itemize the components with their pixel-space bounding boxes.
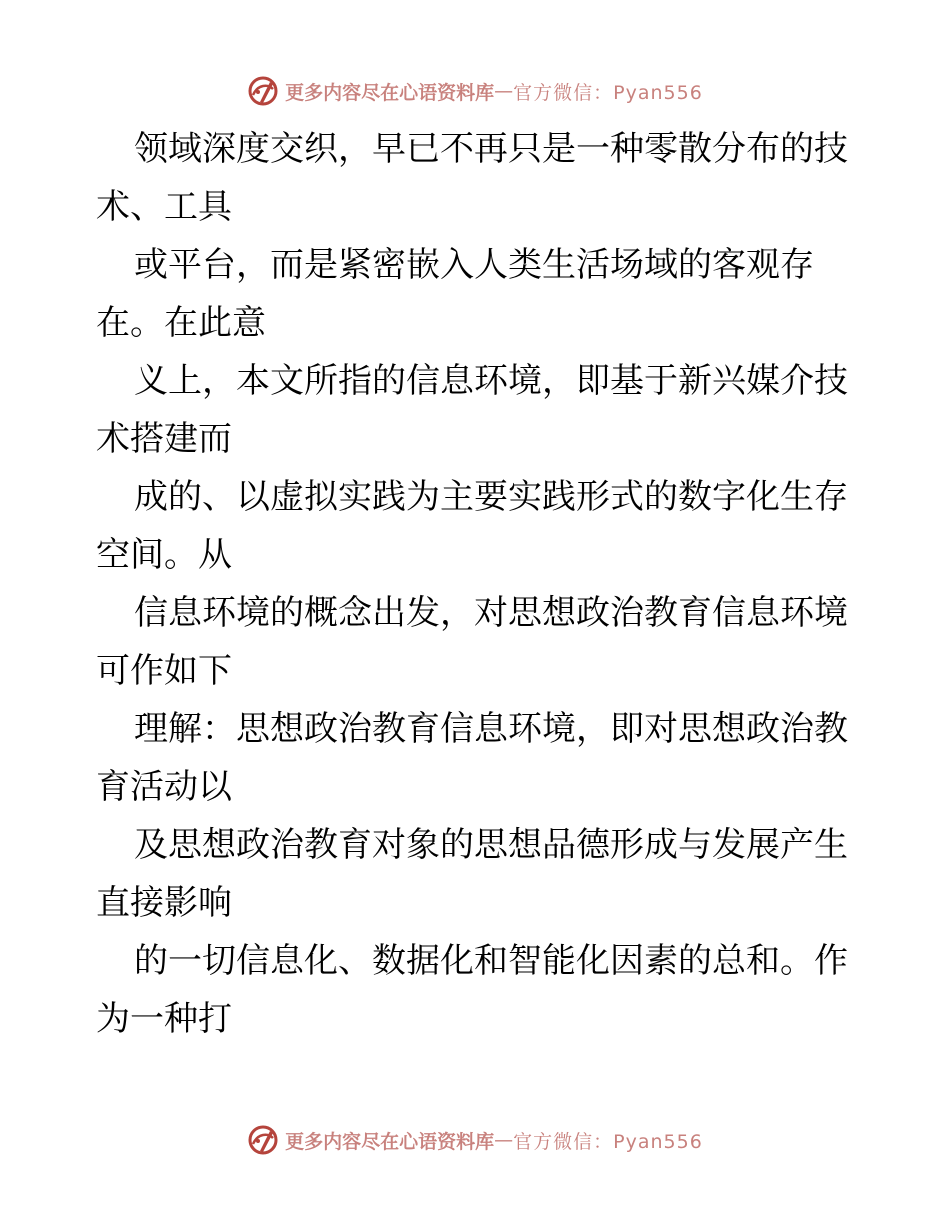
paragraph-line: 及思想政治教育对象的思想品德形成与发展产生 xyxy=(134,825,848,865)
footer-wechat-text: 官方微信：Pyan556 xyxy=(513,1130,703,1153)
paragraph xyxy=(96,352,856,468)
paragraph-line: 义上，本文所指的信息环境，即基于新兴媒介技 xyxy=(134,361,848,401)
paragraph xyxy=(96,120,856,236)
paragraph-line: 信息环境的概念出发，对思想政治教育信息环境 xyxy=(134,593,848,633)
paragraph xyxy=(96,584,856,700)
pen-swirl-logo-icon xyxy=(247,1124,279,1156)
footer-site-text: 更多内容尽在心语资料库 xyxy=(285,1130,495,1153)
paragraph-line: 或平台，而是紧密嵌入人类生活场域的客观存 xyxy=(134,245,814,285)
footer-banner xyxy=(0,1120,950,1160)
header-site-text: 更多内容尽在心语资料库 xyxy=(285,81,495,104)
pen-swirl-logo-icon xyxy=(247,75,279,107)
paragraph xyxy=(96,468,856,584)
paragraph xyxy=(96,700,856,816)
header-banner xyxy=(0,71,950,111)
paragraph-line-wrap: 育活动以 xyxy=(96,767,232,807)
paragraph-line-wrap: 术搭建而 xyxy=(96,419,232,459)
paragraph-line-wrap: 在。在此意 xyxy=(96,303,266,343)
paragraph xyxy=(96,236,856,352)
header-wechat-text: 官方微信：Pyan556 xyxy=(513,81,703,104)
paragraph xyxy=(96,932,856,1048)
paragraph-line-wrap: 为一种打 xyxy=(96,999,232,1039)
paragraph-line: 领域深度交织，早已不再只是一种零散分布的技 xyxy=(134,129,848,169)
paragraph-line: 成的、以虚拟实践为主要实践形式的数字化生存 xyxy=(134,477,848,517)
document-body xyxy=(96,120,856,1048)
paragraph-line-wrap: 可作如下 xyxy=(96,651,232,691)
paragraph-line: 的一切信息化、数据化和智能化因素的总和。作 xyxy=(134,941,848,981)
paragraph-line-wrap: 术、工具 xyxy=(96,187,232,227)
paragraph xyxy=(96,816,856,932)
paragraph-line-wrap: 直接影响 xyxy=(96,883,232,923)
paragraph-line: 理解：思想政治教育信息环境，即对思想政治教 xyxy=(134,709,848,749)
footer-separator: — xyxy=(494,1129,514,1151)
header-separator: — xyxy=(494,80,514,102)
paragraph-line-wrap: 空间。从 xyxy=(96,535,232,575)
